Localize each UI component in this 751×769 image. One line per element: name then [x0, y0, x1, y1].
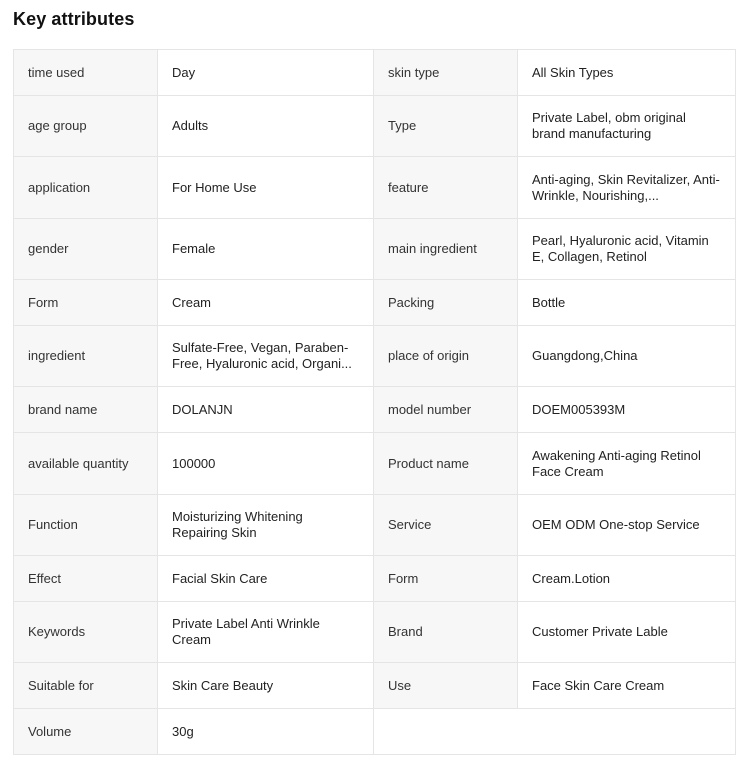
- table-row: [14, 50, 736, 96]
- attribute-label: Service: [374, 495, 518, 556]
- attribute-label: brand name: [14, 387, 158, 433]
- table-row: [14, 326, 736, 387]
- table-row: [14, 280, 736, 326]
- attribute-value: Facial Skin Care: [158, 556, 374, 602]
- attribute-label: Packing: [374, 280, 518, 326]
- table-row: [14, 387, 736, 433]
- attribute-value: Private Label Anti Wrinkle Cream: [158, 602, 374, 663]
- attribute-label: Use: [374, 663, 518, 709]
- attribute-value: DOLANJN: [158, 387, 374, 433]
- attribute-label: model number: [374, 387, 518, 433]
- attribute-value: All Skin Types: [518, 50, 736, 96]
- attribute-value: Awakening Anti-aging Retinol Face Cream: [518, 433, 736, 495]
- attribute-value: Guangdong,China: [518, 326, 736, 387]
- attribute-label: Suitable for: [14, 663, 158, 709]
- attribute-value: Moisturizing Whitening Repairing Skin: [158, 495, 374, 556]
- attribute-label: Brand: [374, 602, 518, 663]
- table-row: [14, 219, 736, 280]
- attribute-value: Skin Care Beauty: [158, 663, 374, 709]
- attribute-label: available quantity: [14, 433, 158, 495]
- attribute-value: 100000: [158, 433, 374, 495]
- attribute-value: Face Skin Care Cream: [518, 663, 736, 709]
- table-row: [14, 556, 736, 602]
- attributes-table: [13, 49, 736, 755]
- attribute-value: Private Label, obm original brand manufacturing: [518, 96, 736, 157]
- attribute-label: Type: [374, 96, 518, 157]
- attribute-value: [158, 326, 374, 387]
- section-title: Key attributes: [13, 9, 135, 29]
- attribute-label: Effect: [14, 556, 158, 602]
- attribute-value: DOEM005393M: [518, 387, 736, 433]
- attribute-label: Form: [374, 556, 518, 602]
- attribute-value: Pearl, Hyaluronic acid, Vitamin E, Collagen, Retinol: [518, 219, 736, 280]
- attribute-value-text: Anti-aging, Skin Revitalizer, Anti-Wrinkle, Nourishing,...: [532, 171, 720, 203]
- attribute-label: time used: [14, 50, 158, 96]
- attribute-label: place of origin: [374, 326, 518, 387]
- attribute-label: feature: [374, 157, 518, 219]
- attribute-label: gender: [14, 219, 158, 280]
- empty-cell: [374, 709, 736, 755]
- attribute-value: Day: [158, 50, 374, 96]
- attribute-label: skin type: [374, 50, 518, 96]
- attribute-value: Customer Private Lable: [518, 602, 736, 663]
- attribute-label: Product name: [374, 433, 518, 495]
- attribute-label: application: [14, 157, 158, 219]
- attribute-label: Form: [14, 280, 158, 326]
- attribute-value: Bottle: [518, 280, 736, 326]
- table-row: [14, 157, 736, 219]
- attribute-label: Volume: [14, 709, 158, 755]
- table-row: [14, 709, 736, 755]
- attribute-value: Cream: [158, 280, 374, 326]
- attribute-label: Keywords: [14, 602, 158, 663]
- attribute-label: main ingredient: [374, 219, 518, 280]
- attribute-label: Function: [14, 495, 158, 556]
- attribute-value: [518, 157, 736, 219]
- attribute-value: Adults: [158, 96, 374, 157]
- attribute-value: For Home Use: [158, 157, 374, 219]
- table-row: [14, 602, 736, 663]
- attribute-value-text: Sulfate-Free, Vegan, Paraben-Free, Hyaluronic acid, Organi...: [172, 340, 352, 371]
- attribute-value: 30g: [158, 709, 374, 755]
- attribute-label: age group: [14, 96, 158, 157]
- attribute-value: Cream.Lotion: [518, 556, 736, 602]
- table-row: [14, 663, 736, 709]
- table-row: [14, 495, 736, 556]
- table-row: [14, 433, 736, 495]
- attribute-value: OEM ODM One-stop Service: [518, 495, 736, 556]
- attribute-value: Female: [158, 219, 374, 280]
- attribute-label: ingredient: [14, 326, 158, 387]
- table-row: [14, 96, 736, 157]
